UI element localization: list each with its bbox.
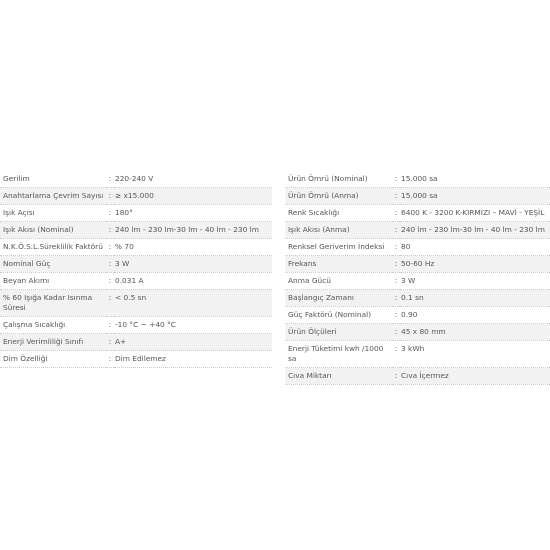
spec-row bbox=[0, 334, 272, 351]
spec-value: < 0.5 sn bbox=[114, 290, 272, 317]
spec-row bbox=[0, 256, 272, 273]
spec-separator: : bbox=[394, 242, 398, 251]
spec-row bbox=[0, 205, 272, 222]
spec-separator: : bbox=[108, 174, 112, 183]
spec-value: 3 W bbox=[114, 256, 272, 273]
spec-label: Ürün Ömrü (Nominal) bbox=[288, 174, 368, 183]
spec-label: Anahtarlama Çevrim Sayısı bbox=[0, 188, 106, 205]
spec-row bbox=[285, 273, 550, 290]
spec-value: 220-240 V bbox=[115, 174, 154, 183]
spec-row bbox=[0, 239, 272, 256]
spec-row bbox=[285, 188, 550, 205]
spec-separator: : bbox=[392, 290, 400, 307]
spec-separator: : bbox=[394, 174, 398, 183]
spec-separator: : bbox=[108, 354, 112, 363]
spec-row bbox=[0, 222, 272, 239]
spec-label: Işık Açısı bbox=[3, 208, 35, 217]
spec-value: Cıva İçermez bbox=[400, 368, 550, 385]
spec-row bbox=[285, 307, 550, 324]
spec-value: 45 x 80 mm bbox=[400, 324, 550, 341]
spec-separator: : bbox=[394, 344, 398, 353]
spec-value: 240 lm - 230 lm-30 lm - 40 lm - 230 lm bbox=[114, 222, 272, 239]
spec-separator: : bbox=[106, 188, 114, 205]
spec-label: Gerilim bbox=[3, 174, 30, 183]
spec-separator: : bbox=[392, 324, 400, 341]
spec-separator: : bbox=[106, 290, 114, 317]
spec-value: A+ bbox=[114, 334, 272, 351]
spec-value: 0.031 A bbox=[115, 276, 144, 285]
spec-value: 180° bbox=[115, 208, 133, 217]
spec-value: 240 lm - 230 lm-30 lm - 40 lm - 230 lm bbox=[400, 222, 550, 239]
spec-label: Başlangıç Zamanı bbox=[285, 290, 392, 307]
spec-separator: : bbox=[108, 242, 112, 251]
spec-separator: : bbox=[108, 276, 112, 285]
spec-label: Işık Akısı (Anma) bbox=[285, 222, 392, 239]
spec-separator: : bbox=[392, 188, 400, 205]
spec-label: Ürün Ömrü (Anma) bbox=[285, 188, 392, 205]
spec-separator: : bbox=[394, 310, 398, 319]
spec-separator: : bbox=[108, 320, 112, 329]
spec-separator: : bbox=[394, 208, 398, 217]
spec-separator: : bbox=[106, 222, 114, 239]
spec-separator: : bbox=[392, 222, 400, 239]
spec-row bbox=[0, 188, 272, 205]
spec-label: Işık Akısı (Nominal) bbox=[0, 222, 106, 239]
spec-row bbox=[0, 273, 272, 290]
spec-row bbox=[285, 290, 550, 307]
spec-label: Dim Özelliği bbox=[3, 354, 48, 363]
spec-value: 3 W bbox=[401, 276, 416, 285]
spec-label: Anma Gücü bbox=[288, 276, 331, 285]
spec-row bbox=[285, 256, 550, 273]
spec-row bbox=[285, 205, 550, 222]
spec-label: Çalışma Sıcaklığı bbox=[3, 320, 66, 329]
spec-value: 3 kWh bbox=[401, 344, 425, 353]
spec-label: N.K.Ö.S.L.Süreklilik Faktörü bbox=[3, 242, 103, 251]
spec-label: Ürün Ölçüleri bbox=[285, 324, 392, 341]
spec-table-left-body bbox=[0, 171, 272, 368]
spec-table-right-body bbox=[285, 171, 550, 385]
spec-row bbox=[285, 171, 550, 188]
spec-label: Renk Sıcaklığı bbox=[288, 208, 340, 217]
spec-row bbox=[285, 239, 550, 256]
spec-row bbox=[285, 324, 550, 341]
spec-value: Dim Edilemez bbox=[115, 354, 166, 363]
spec-separator: : bbox=[394, 276, 398, 285]
spec-separator: : bbox=[392, 256, 400, 273]
spec-table-right bbox=[285, 171, 550, 385]
spec-row bbox=[0, 290, 272, 317]
spec-value: ≥ x15.000 bbox=[114, 188, 272, 205]
spec-row bbox=[0, 317, 272, 334]
spec-row bbox=[0, 351, 272, 368]
spec-value: 50-60 Hz bbox=[400, 256, 550, 273]
spec-value: % 70 bbox=[115, 242, 134, 251]
spec-table-left bbox=[0, 171, 272, 368]
spec-label: Frekans bbox=[285, 256, 392, 273]
spec-value: 0.1 sn bbox=[400, 290, 550, 307]
spec-separator: : bbox=[392, 368, 400, 385]
spec-value: 80 bbox=[401, 242, 411, 251]
spec-label: Nominal Güç bbox=[0, 256, 106, 273]
spec-label: Renksel Geriverim İndeksi bbox=[288, 242, 385, 251]
spec-separator: : bbox=[106, 256, 114, 273]
spec-separator: : bbox=[106, 334, 114, 351]
spec-value: 0.90 bbox=[401, 310, 418, 319]
spec-separator: : bbox=[108, 208, 112, 217]
spec-row bbox=[0, 171, 272, 188]
spec-label: Beyan Akımı bbox=[3, 276, 50, 285]
spec-value: 15.000 sa bbox=[401, 174, 438, 183]
spec-row bbox=[285, 368, 550, 385]
spec-label: Cıva Miktarı bbox=[285, 368, 392, 385]
spec-row bbox=[285, 222, 550, 239]
spec-label: Enerji Tüketimi kwh /1000 sa bbox=[288, 344, 384, 363]
spec-label: Enerji Verimliliği Sınıfı bbox=[0, 334, 106, 351]
spec-row bbox=[285, 341, 550, 368]
spec-label: % 60 Işığa Kadar Isınma Süresi bbox=[0, 290, 106, 317]
spec-value: 6400 K - 3200 K-KIRMIZI – MAVİ - YEŞİL bbox=[401, 208, 545, 217]
spec-value: -10 °C ~ +40 °C bbox=[115, 320, 176, 329]
spec-value: 15.000 sa bbox=[400, 188, 550, 205]
spec-label: Güç Faktörü (Nominal) bbox=[288, 310, 372, 319]
